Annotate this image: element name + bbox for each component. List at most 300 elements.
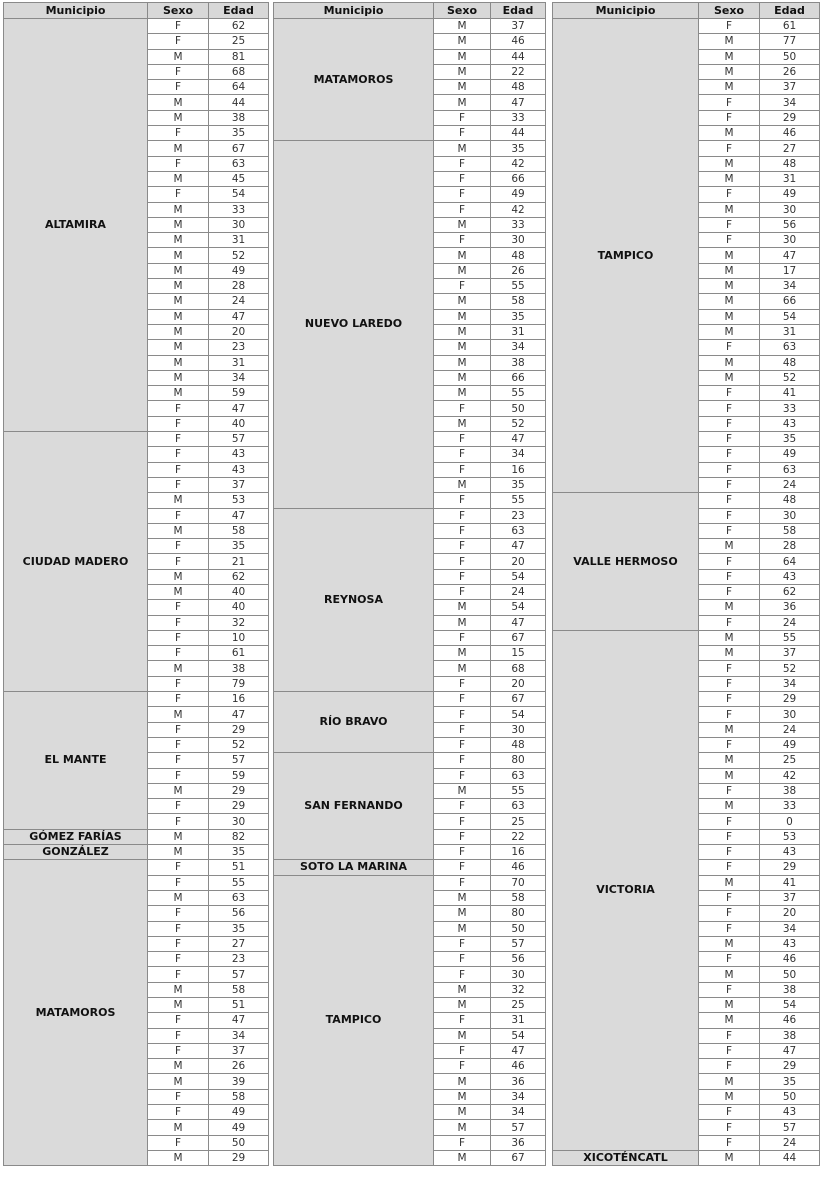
sexo-cell: F [699,477,760,492]
edad-cell: 66 [491,171,546,186]
edad-cell: 50 [760,967,820,982]
edad-cell: 42 [760,768,820,783]
edad-cell: 24 [760,1135,820,1150]
sexo-cell: F [148,156,209,171]
sexo-cell: F [699,233,760,248]
sexo-cell: M [434,982,491,997]
sexo-cell: F [699,1059,760,1074]
sexo-cell: M [699,279,760,294]
sexo-cell: F [148,630,209,645]
edad-cell: 56 [491,952,546,967]
sexo-cell: M [434,49,491,64]
table-row [274,860,546,875]
edad-cell: 49 [209,263,269,278]
sexo-cell: F [699,615,760,630]
sexo-cell: M [434,340,491,355]
edad-cell: 38 [760,982,820,997]
edad-cell: 33 [760,401,820,416]
sexo-cell: F [699,1043,760,1058]
edad-cell: 16 [491,845,546,860]
edad-cell: 43 [760,569,820,584]
edad-cell: 30 [209,217,269,232]
sexo-cell: M [699,1013,760,1028]
edad-cell: 30 [491,967,546,982]
edad-cell: 23 [491,508,546,523]
sexo-cell: M [148,324,209,339]
edad-cell: 57 [491,1120,546,1135]
edad-cell: 48 [491,248,546,263]
sexo-cell: F [434,508,491,523]
edad-cell: 37 [760,646,820,661]
sexo-cell: F [699,584,760,599]
sexo-cell: F [699,462,760,477]
edad-cell: 0 [760,814,820,829]
edad-cell: 40 [209,600,269,615]
sexo-cell: F [699,890,760,905]
edad-cell: 44 [209,95,269,110]
edad-cell: 30 [491,722,546,737]
edad-cell: 63 [491,768,546,783]
edad-cell: 62 [209,19,269,34]
sexo-cell: F [434,707,491,722]
sexo-cell: F [699,692,760,707]
edad-cell: 61 [760,19,820,34]
edad-cell: 47 [760,248,820,263]
sexo-cell: F [148,462,209,477]
sexo-cell: M [699,768,760,783]
edad-cell: 25 [760,753,820,768]
edad-cell: 55 [209,875,269,890]
table-row [274,19,546,34]
sexo-cell: F [434,156,491,171]
edad-cell: 44 [760,1150,820,1165]
header-sexo: Sexo [148,3,209,19]
edad-cell: 20 [760,906,820,921]
sexo-cell: M [148,890,209,905]
edad-cell: 57 [760,1120,820,1135]
edad-cell: 81 [209,49,269,64]
edad-cell: 24 [491,584,546,599]
sexo-cell: M [434,890,491,905]
sexo-cell: F [148,967,209,982]
sexo-cell: F [699,447,760,462]
sexo-cell: M [148,309,209,324]
sexo-cell: F [699,845,760,860]
edad-cell: 34 [760,921,820,936]
edad-cell: 57 [491,936,546,951]
table-row [4,692,269,707]
edad-cell: 52 [760,661,820,676]
sexo-cell: M [148,95,209,110]
edad-cell: 51 [209,998,269,1013]
edad-cell: 29 [209,799,269,814]
sexo-cell: M [699,64,760,79]
sexo-cell: M [148,110,209,125]
table-row [4,829,269,844]
sexo-cell: F [148,737,209,752]
edad-cell: 47 [491,95,546,110]
edad-cell: 20 [491,676,546,691]
sexo-cell: M [434,416,491,431]
sexo-cell: F [699,416,760,431]
edad-cell: 46 [760,126,820,141]
edad-cell: 52 [491,416,546,431]
table-row [4,845,269,860]
sexo-cell: F [699,1135,760,1150]
sexo-cell: F [148,1089,209,1104]
edad-cell: 80 [491,753,546,768]
sexo-cell: F [434,523,491,538]
sexo-cell: F [699,1120,760,1135]
sexo-cell: F [699,19,760,34]
edad-cell: 50 [491,401,546,416]
sexo-cell: F [699,141,760,156]
edad-cell: 40 [209,416,269,431]
sexo-cell: F [148,416,209,431]
sexo-cell: M [434,1105,491,1120]
edad-cell: 57 [209,967,269,982]
municipio-cell: GÓMEZ FARÍAS [4,829,148,844]
sexo-cell: F [434,493,491,508]
municipio-cell: CIUDAD MADERO [4,432,148,692]
edad-cell: 34 [491,1105,546,1120]
sexo-cell: F [148,921,209,936]
sexo-cell: M [434,1120,491,1135]
sexo-cell: M [434,1028,491,1043]
edad-cell: 50 [209,1135,269,1150]
edad-cell: 20 [209,324,269,339]
edad-cell: 67 [491,1150,546,1165]
municipio-cell: TAMPICO [274,875,434,1166]
municipio-cell: MATAMOROS [4,860,148,1166]
sexo-cell: M [434,294,491,309]
edad-cell: 30 [760,707,820,722]
sexo-cell: F [148,1105,209,1120]
edad-cell: 15 [491,646,546,661]
sexo-cell: M [434,600,491,615]
edad-cell: 46 [491,1059,546,1074]
table-row [553,19,820,34]
edad-cell: 66 [491,370,546,385]
sexo-cell: M [434,646,491,661]
sexo-cell: M [699,600,760,615]
sexo-cell: F [699,340,760,355]
sexo-cell: F [699,860,760,875]
sexo-cell: M [434,921,491,936]
edad-cell: 35 [760,432,820,447]
edad-cell: 29 [760,860,820,875]
sexo-cell: M [699,171,760,186]
edad-cell: 35 [209,921,269,936]
edad-cell: 29 [760,1059,820,1074]
edad-cell: 55 [491,279,546,294]
sexo-cell: M [148,707,209,722]
sexo-cell: M [699,248,760,263]
sexo-cell: M [148,248,209,263]
edad-cell: 55 [491,493,546,508]
sexo-cell: F [434,202,491,217]
edad-cell: 63 [209,156,269,171]
sexo-cell: M [699,646,760,661]
edad-cell: 22 [491,64,546,79]
edad-cell: 55 [491,386,546,401]
edad-cell: 67 [491,630,546,645]
sexo-cell: F [699,569,760,584]
edad-cell: 56 [209,906,269,921]
edad-cell: 29 [209,722,269,737]
sexo-cell: F [434,1013,491,1028]
header-sexo: Sexo [434,3,491,19]
sexo-cell: M [699,539,760,554]
sexo-cell: F [148,799,209,814]
data-table-right [552,2,820,1166]
municipio-cell: EL MANTE [4,692,148,830]
sexo-cell: F [434,676,491,691]
sexo-cell: M [699,370,760,385]
edad-cell: 43 [760,416,820,431]
sexo-cell: F [699,1105,760,1120]
header-municipio: Municipio [553,3,699,19]
sexo-cell: M [699,49,760,64]
sexo-cell: M [699,34,760,49]
sexo-cell: M [148,982,209,997]
sexo-cell: M [699,202,760,217]
edad-cell: 16 [491,462,546,477]
sexo-cell: M [148,217,209,232]
sexo-cell: F [434,401,491,416]
sexo-cell: F [148,952,209,967]
sexo-cell: M [148,1074,209,1089]
edad-cell: 42 [491,156,546,171]
edad-cell: 58 [760,523,820,538]
table-row [4,432,269,447]
edad-cell: 37 [760,80,820,95]
edad-cell: 32 [209,615,269,630]
edad-cell: 37 [209,477,269,492]
edad-cell: 56 [760,217,820,232]
edad-cell: 36 [491,1074,546,1089]
municipio-cell: RÍO BRAVO [274,692,434,753]
sexo-cell: F [434,630,491,645]
edad-cell: 35 [209,539,269,554]
sexo-cell: M [434,998,491,1013]
table-row [274,692,546,707]
sexo-cell: F [148,722,209,737]
edad-cell: 58 [209,1089,269,1104]
edad-cell: 58 [491,890,546,905]
edad-cell: 48 [491,80,546,95]
edad-cell: 63 [760,462,820,477]
sexo-cell: F [434,737,491,752]
sexo-cell: M [148,171,209,186]
edad-cell: 49 [209,1105,269,1120]
sexo-cell: F [434,768,491,783]
edad-cell: 59 [209,768,269,783]
edad-cell: 50 [491,921,546,936]
table-row [553,1150,820,1165]
header-row [553,3,820,19]
edad-cell: 44 [491,126,546,141]
sexo-cell: M [434,217,491,232]
municipio-cell: VICTORIA [553,630,699,1150]
edad-cell: 38 [760,783,820,798]
edad-cell: 47 [491,1043,546,1058]
edad-cell: 20 [491,554,546,569]
sexo-cell: M [434,141,491,156]
sexo-cell: M [434,906,491,921]
sexo-cell: F [148,600,209,615]
edad-cell: 23 [209,340,269,355]
edad-cell: 53 [209,493,269,508]
edad-cell: 42 [491,202,546,217]
sexo-cell: M [434,309,491,324]
edad-cell: 26 [209,1059,269,1074]
sexo-cell: M [148,523,209,538]
sexo-cell: M [148,49,209,64]
edad-cell: 52 [209,248,269,263]
sexo-cell: M [148,661,209,676]
edad-cell: 29 [760,692,820,707]
edad-cell: 33 [491,110,546,125]
sexo-cell: F [434,462,491,477]
sexo-cell: M [148,355,209,370]
edad-cell: 35 [209,845,269,860]
municipio-cell: XICOTÉNCATL [553,1150,699,1165]
edad-cell: 54 [491,600,546,615]
edad-cell: 34 [209,1028,269,1043]
sexo-cell: F [148,508,209,523]
edad-cell: 33 [209,202,269,217]
edad-cell: 53 [760,829,820,844]
sexo-cell: F [148,1028,209,1043]
edad-cell: 34 [491,1089,546,1104]
sexo-cell: F [434,967,491,982]
edad-cell: 47 [209,707,269,722]
edad-cell: 31 [209,233,269,248]
sexo-cell: F [434,110,491,125]
municipio-cell: VALLE HERMOSO [553,493,699,631]
sexo-cell: M [434,1089,491,1104]
edad-cell: 24 [209,294,269,309]
sexo-cell: F [148,1043,209,1058]
sexo-cell: M [699,355,760,370]
sexo-cell: F [148,692,209,707]
sexo-cell: F [148,401,209,416]
edad-cell: 41 [760,386,820,401]
edad-cell: 63 [209,890,269,905]
sexo-cell: M [699,967,760,982]
sexo-cell: M [148,998,209,1013]
sexo-cell: F [148,646,209,661]
edad-cell: 63 [491,523,546,538]
sexo-cell: M [699,753,760,768]
edad-cell: 64 [760,554,820,569]
sexo-cell: F [148,814,209,829]
sexo-cell: M [699,324,760,339]
edad-cell: 34 [491,340,546,355]
edad-cell: 67 [491,692,546,707]
sexo-cell: M [699,156,760,171]
sexo-cell: F [434,799,491,814]
edad-cell: 24 [760,615,820,630]
edad-cell: 38 [209,661,269,676]
sexo-cell: F [148,875,209,890]
sexo-cell: M [699,80,760,95]
sexo-cell: F [434,814,491,829]
sexo-cell: M [434,615,491,630]
sexo-cell: M [699,309,760,324]
edad-cell: 43 [760,936,820,951]
sexo-cell: F [148,432,209,447]
sexo-cell: F [699,401,760,416]
edad-cell: 43 [760,845,820,860]
sexo-cell: F [699,217,760,232]
edad-cell: 35 [491,477,546,492]
edad-cell: 47 [209,309,269,324]
sexo-cell: F [434,1135,491,1150]
edad-cell: 32 [491,982,546,997]
edad-cell: 64 [209,80,269,95]
municipio-cell: SOTO LA MARINA [274,860,434,875]
edad-cell: 43 [209,447,269,462]
edad-cell: 37 [491,19,546,34]
sexo-cell: F [148,19,209,34]
sexo-cell: M [148,829,209,844]
edad-cell: 58 [491,294,546,309]
sexo-cell: F [148,126,209,141]
edad-cell: 29 [760,110,820,125]
edad-cell: 36 [760,600,820,615]
sexo-cell: M [699,1150,760,1165]
sexo-cell: F [699,508,760,523]
edad-cell: 70 [491,875,546,890]
edad-cell: 48 [760,493,820,508]
sexo-cell: M [148,1150,209,1165]
edad-cell: 10 [209,630,269,645]
edad-cell: 68 [491,661,546,676]
sexo-cell: F [699,432,760,447]
municipio-cell: TAMPICO [553,19,699,493]
sexo-cell: F [148,753,209,768]
edad-cell: 51 [209,860,269,875]
edad-cell: 49 [760,187,820,202]
edad-cell: 29 [209,1150,269,1165]
edad-cell: 47 [209,1013,269,1028]
sexo-cell: F [699,814,760,829]
edad-cell: 34 [760,95,820,110]
sexo-cell: M [148,584,209,599]
edad-cell: 38 [760,1028,820,1043]
sexo-cell: M [699,1074,760,1089]
sexo-cell: M [434,324,491,339]
edad-cell: 27 [209,936,269,951]
sexo-cell: M [434,64,491,79]
sexo-cell: F [434,1059,491,1074]
edad-cell: 22 [491,829,546,844]
edad-cell: 49 [760,447,820,462]
edad-cell: 82 [209,829,269,844]
edad-cell: 52 [209,737,269,752]
municipio-cell: SAN FERNANDO [274,753,434,860]
header-row [274,3,546,19]
edad-cell: 54 [491,707,546,722]
sexo-cell: M [148,279,209,294]
sexo-cell: M [434,34,491,49]
sexo-cell: F [434,936,491,951]
edad-cell: 37 [760,890,820,905]
edad-cell: 58 [209,982,269,997]
sexo-cell: F [148,187,209,202]
